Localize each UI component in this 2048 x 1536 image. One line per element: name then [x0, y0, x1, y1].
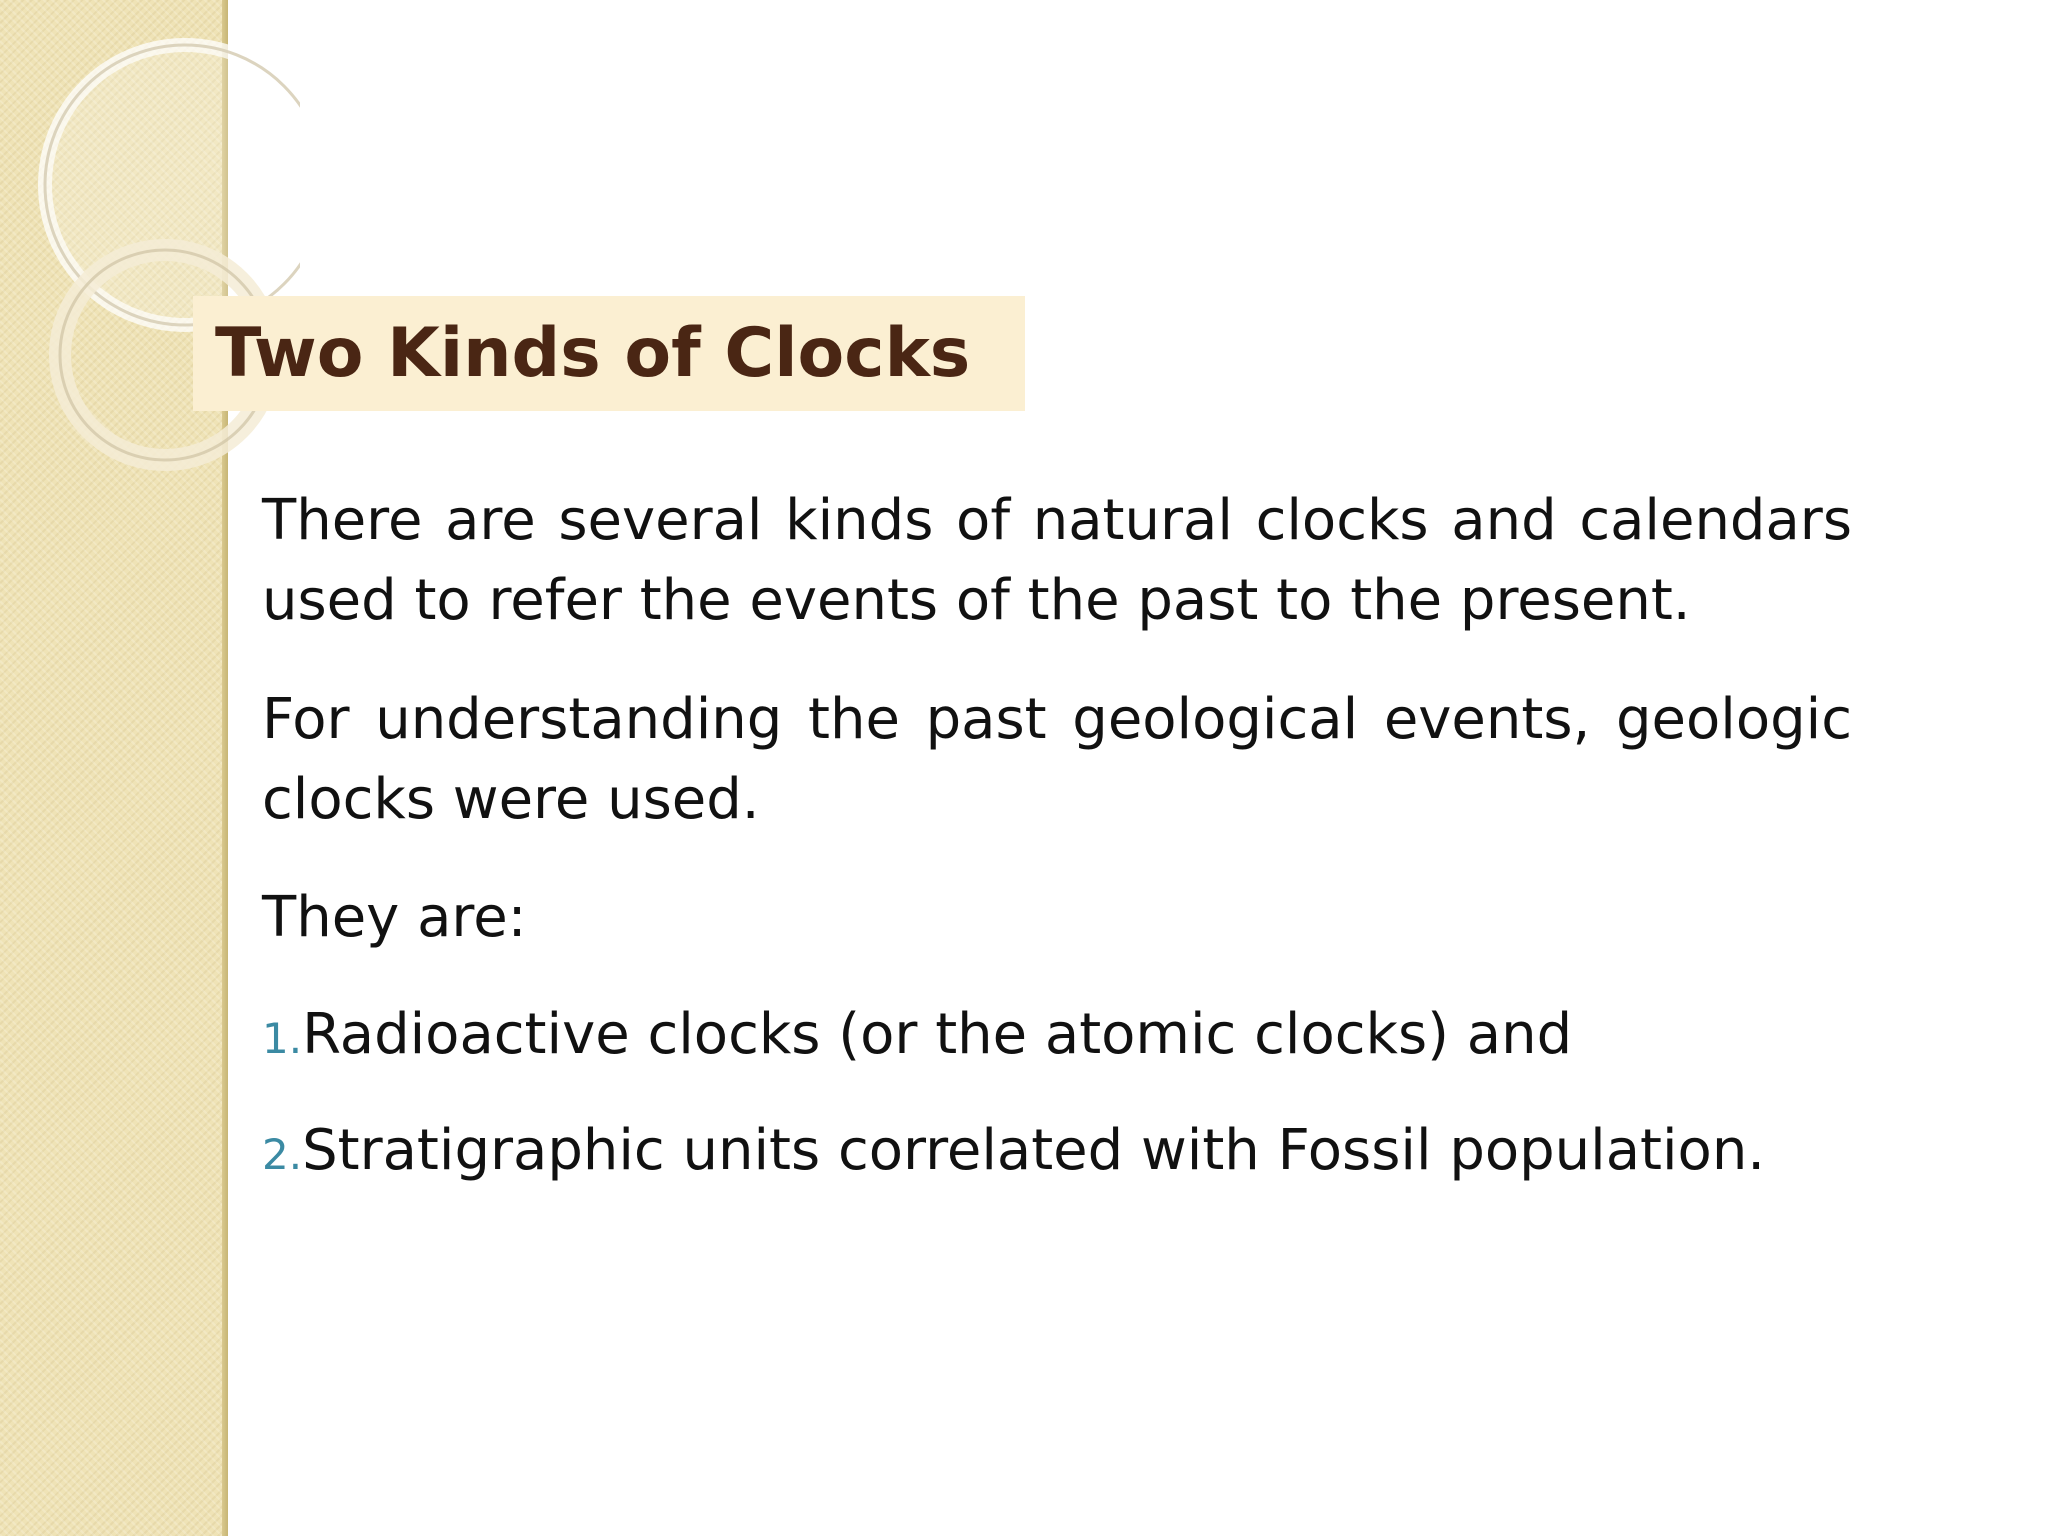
list-item-radioactive-clocks — [262, 995, 1572, 1079]
paragraph-natural-clocks: There are several kinds of natural clocks and calendars used to refer the events of the past to the present. — [262, 488, 1852, 633]
decorative-rings — [0, 0, 300, 520]
list-item-text: Stratigraphic units correlated with Fossil population. — [302, 1118, 1766, 1183]
list-number: 1. — [262, 1014, 303, 1063]
list-item-stratigraphic-units — [262, 1111, 1765, 1195]
paragraph-they-are: They are: — [262, 885, 527, 950]
list-number: 2. — [262, 1130, 303, 1179]
paragraph-geologic-clocks: For understanding the past geological events, geologic clocks were used. — [262, 687, 1852, 832]
slide-title: Two Kinds of Clocks — [215, 314, 971, 393]
list-item-text: Radioactive clocks (or the atomic clocks) and — [302, 1002, 1573, 1067]
